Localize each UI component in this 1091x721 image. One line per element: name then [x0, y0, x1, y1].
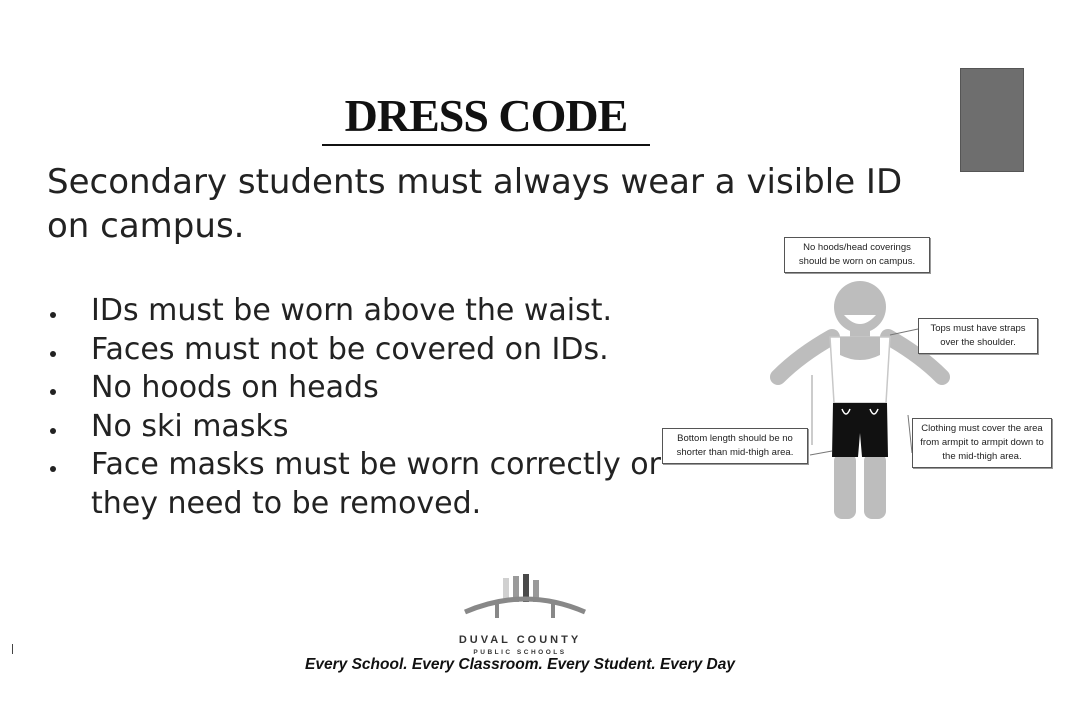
logo-name: DUVAL COUNTY [458, 634, 582, 646]
scan-mark [12, 644, 13, 654]
intro-text: Secondary students must always wear a visible ID on campus. [47, 162, 903, 246]
callout-tops: Tops must have straps over the shoulder. [918, 318, 1038, 354]
callout-bottom-length: Bottom length should be no shorter than mid-thigh area. [662, 428, 808, 464]
list-item: Faces must not be covered on IDs. [40, 331, 691, 370]
bullet-icon [50, 428, 56, 434]
bullet-icon [50, 312, 56, 318]
list-item: IDs must be worn above the waist. [40, 292, 691, 331]
bullet-icon [50, 466, 56, 472]
callout-coverage: Clothing must cover the area from armpit to armpit down to the mid-thigh area. [912, 418, 1052, 468]
list-item: Face masks must be worn correctly or they need to be removed. [40, 446, 691, 523]
rules-list [40, 292, 691, 523]
bullet-icon [50, 389, 56, 395]
callout-hoods: No hoods/head coverings should be worn on campus. [784, 237, 930, 273]
list-item: No hoods on heads [40, 369, 691, 408]
tagline: Every School. Every Classroom. Every Student. Every Day [305, 656, 735, 673]
id-photo-placeholder [960, 68, 1024, 172]
bullet-icon [50, 351, 56, 357]
page-title: DRESS CODE [322, 88, 650, 146]
list-item: No ski masks [40, 408, 691, 447]
logo-subtitle: PUBLIC SCHOOLS [473, 649, 567, 656]
dress-code-figure [650, 225, 1070, 525]
